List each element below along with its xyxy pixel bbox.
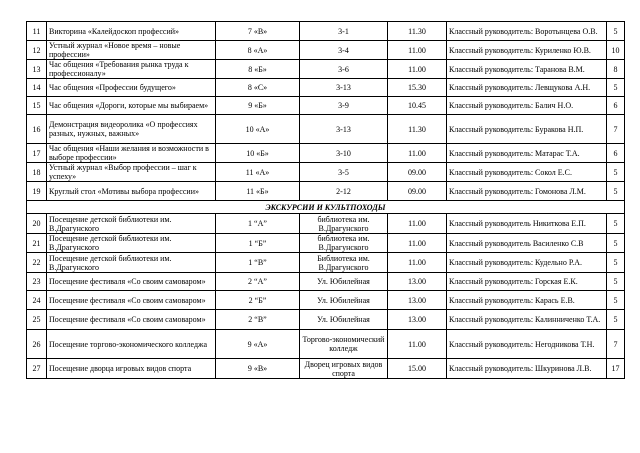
event-time: 10.45	[388, 97, 447, 115]
event-name: Круглый стол «Мотивы выбора профессии»	[47, 182, 216, 201]
participant-count: 5	[607, 163, 625, 182]
table-row	[27, 182, 625, 201]
participant-count: 6	[607, 97, 625, 115]
table-row	[27, 234, 625, 253]
event-place: Торгово-экономический колледж	[300, 330, 388, 359]
event-time: 11.00	[388, 144, 447, 163]
row-number: 23	[27, 273, 47, 291]
section-header-row	[27, 201, 625, 214]
table-row	[27, 330, 625, 359]
responsible-person: Классный руководитель: Гомонова Л.М.	[447, 182, 607, 201]
participant-count: 5	[607, 22, 625, 41]
event-place: Библиотека им. В.Драгунского	[300, 253, 388, 273]
row-number: 24	[27, 291, 47, 310]
event-name: Посещение фестиваля «Со своим самоваром»	[47, 310, 216, 330]
event-time: 11.00	[388, 214, 447, 234]
participant-count: 17	[607, 359, 625, 379]
row-number: 18	[27, 163, 47, 182]
table-row	[27, 310, 625, 330]
event-name: Час общения «Наши желания и возможности в выборе профессии»	[47, 144, 216, 163]
responsible-person: Классный руководитель: Матарас Т.А.	[447, 144, 607, 163]
event-time: 11.30	[388, 22, 447, 41]
row-number: 16	[27, 115, 47, 144]
event-time: 13.00	[388, 310, 447, 330]
event-time: 11.00	[388, 41, 447, 60]
event-name: Час общения «Требования рынка труда к профессионалу»	[47, 60, 216, 79]
row-number: 13	[27, 60, 47, 79]
participant-count: 5	[607, 253, 625, 273]
participant-count: 5	[607, 182, 625, 201]
event-place: 3-10	[300, 144, 388, 163]
event-name: Посещение детской библиотеки им. В.Драгунского	[47, 253, 216, 273]
class-name: 2 “В”	[216, 310, 300, 330]
table-row	[27, 214, 625, 234]
section-title: ЭКСКУРСИИ И КУЛЬТПОХОДЫ	[27, 201, 625, 214]
table-row	[27, 144, 625, 163]
responsible-person: Классный руководитель: Кудельно Р.А.	[447, 253, 607, 273]
event-time: 11.00	[388, 253, 447, 273]
row-number: 15	[27, 97, 47, 115]
event-place: 3-4	[300, 41, 388, 60]
class-name: 9 «Б»	[216, 97, 300, 115]
table-row	[27, 291, 625, 310]
responsible-person: Классный руководитель: Карась Е.В.	[447, 291, 607, 310]
participant-count: 5	[607, 310, 625, 330]
class-name: 10 «А»	[216, 115, 300, 144]
participant-count: 5	[607, 214, 625, 234]
class-name: 2 “А”	[216, 273, 300, 291]
class-name: 10 «Б»	[216, 144, 300, 163]
event-name: Час общения «Профессии будущего»	[47, 79, 216, 97]
event-place: Ул. Юбилейная	[300, 310, 388, 330]
class-name: 11 «А»	[216, 163, 300, 182]
table-row	[27, 163, 625, 182]
responsible-person: Классный руководитель Никиткова Е.П.	[447, 214, 607, 234]
row-number: 22	[27, 253, 47, 273]
class-name: 1 “А”	[216, 214, 300, 234]
class-name: 1 “Б”	[216, 234, 300, 253]
row-number: 26	[27, 330, 47, 359]
events-table	[26, 21, 625, 379]
table-row	[27, 41, 625, 60]
event-name: Посещение дворца игровых видов спорта	[47, 359, 216, 379]
event-time: 09.00	[388, 182, 447, 201]
responsible-person: Классный руководитель: Шкуринова Л.В.	[447, 359, 607, 379]
table-row	[27, 97, 625, 115]
event-name: Посещение фестиваля «Со своим самоваром»	[47, 273, 216, 291]
responsible-person: Классный руководитель: Горская Е.К.	[447, 273, 607, 291]
row-number: 11	[27, 22, 47, 41]
event-place: Дворец игровых видов спорта	[300, 359, 388, 379]
class-name: 8 «А»	[216, 41, 300, 60]
class-name: 11 «Б»	[216, 182, 300, 201]
event-place: Ул. Юбилейная	[300, 291, 388, 310]
row-number: 25	[27, 310, 47, 330]
responsible-person: Классный руководитель: Сокол Е.С.	[447, 163, 607, 182]
responsible-person: Классный руководитель: Негодникова Т.Н.	[447, 330, 607, 359]
participant-count: 5	[607, 79, 625, 97]
responsible-person: Классный руководитель: Буракова Н.П.	[447, 115, 607, 144]
participant-count: 10	[607, 41, 625, 60]
responsible-person: Классный руководитель: Левщукова А.Н.	[447, 79, 607, 97]
participant-count: 5	[607, 291, 625, 310]
responsible-person: Классный руководитель Василенко С.В	[447, 234, 607, 253]
event-place: 3-1	[300, 22, 388, 41]
event-time: 11.00	[388, 234, 447, 253]
responsible-person: Классный руководитель: Таранова В.М.	[447, 60, 607, 79]
responsible-person: Классный руководитель: Воротынцева О.В.	[447, 22, 607, 41]
participant-count: 5	[607, 273, 625, 291]
event-place: библиотека им. В.Драгунского	[300, 234, 388, 253]
events-table-body	[27, 22, 625, 379]
class-name: 8 «Б»	[216, 60, 300, 79]
row-number: 27	[27, 359, 47, 379]
event-time: 13.00	[388, 273, 447, 291]
responsible-person: Классный руководитель: Куриленко Ю.В.	[447, 41, 607, 60]
table-row	[27, 273, 625, 291]
event-name: Викторина «Калейдоскоп профессий»	[47, 22, 216, 41]
responsible-person: Классный руководитель: Калинниченко Т.А.	[447, 310, 607, 330]
event-name: Посещение детской библиотеки им. В.Драгунского	[47, 214, 216, 234]
event-time: 11.00	[388, 60, 447, 79]
table-row	[27, 253, 625, 273]
table-row	[27, 22, 625, 41]
responsible-person: Классный руководитель: Балич Н.О.	[447, 97, 607, 115]
event-name: Час общения «Дороги, которые мы выбираем»	[47, 97, 216, 115]
event-name: Посещение торгово-экономического колледжа	[47, 330, 216, 359]
table-row	[27, 115, 625, 144]
event-time: 09.00	[388, 163, 447, 182]
event-place: 3-6	[300, 60, 388, 79]
event-time: 11.00	[388, 330, 447, 359]
event-place: 3-5	[300, 163, 388, 182]
event-name: Устный журнал «Выбор профессии – шаг к успеху»	[47, 163, 216, 182]
event-place: 3-9	[300, 97, 388, 115]
row-number: 17	[27, 144, 47, 163]
table-row	[27, 79, 625, 97]
event-time: 15.00	[388, 359, 447, 379]
table-row	[27, 60, 625, 79]
row-number: 21	[27, 234, 47, 253]
event-name: Демонстрация видеоролика «О профессиях разных, нужных, важных»	[47, 115, 216, 144]
event-time: 15.30	[388, 79, 447, 97]
event-time: 13.00	[388, 291, 447, 310]
class-name: 7 «В»	[216, 22, 300, 41]
class-name: 9 «В»	[216, 359, 300, 379]
class-name: 2 “Б”	[216, 291, 300, 310]
row-number: 19	[27, 182, 47, 201]
participant-count: 8	[607, 60, 625, 79]
row-number: 20	[27, 214, 47, 234]
class-name: 9 «А»	[216, 330, 300, 359]
table-row	[27, 359, 625, 379]
event-place: 3-13	[300, 79, 388, 97]
event-place: 2-12	[300, 182, 388, 201]
event-place: Ул. Юбилейная	[300, 273, 388, 291]
participant-count: 6	[607, 144, 625, 163]
class-name: 8 «С»	[216, 79, 300, 97]
row-number: 12	[27, 41, 47, 60]
event-time: 11.30	[388, 115, 447, 144]
event-name: Посещение детской библиотеки им. В.Драгунского	[47, 234, 216, 253]
class-name: 1 “В”	[216, 253, 300, 273]
row-number: 14	[27, 79, 47, 97]
participant-count: 5	[607, 234, 625, 253]
event-place: 3-13	[300, 115, 388, 144]
event-place: библиотека им. В.Драгунского	[300, 214, 388, 234]
event-name: Устный журнал «Новое время – новые профессии»	[47, 41, 216, 60]
participant-count: 7	[607, 330, 625, 359]
participant-count: 7	[607, 115, 625, 144]
event-name: Посещение фестиваля «Со своим самоваром»	[47, 291, 216, 310]
